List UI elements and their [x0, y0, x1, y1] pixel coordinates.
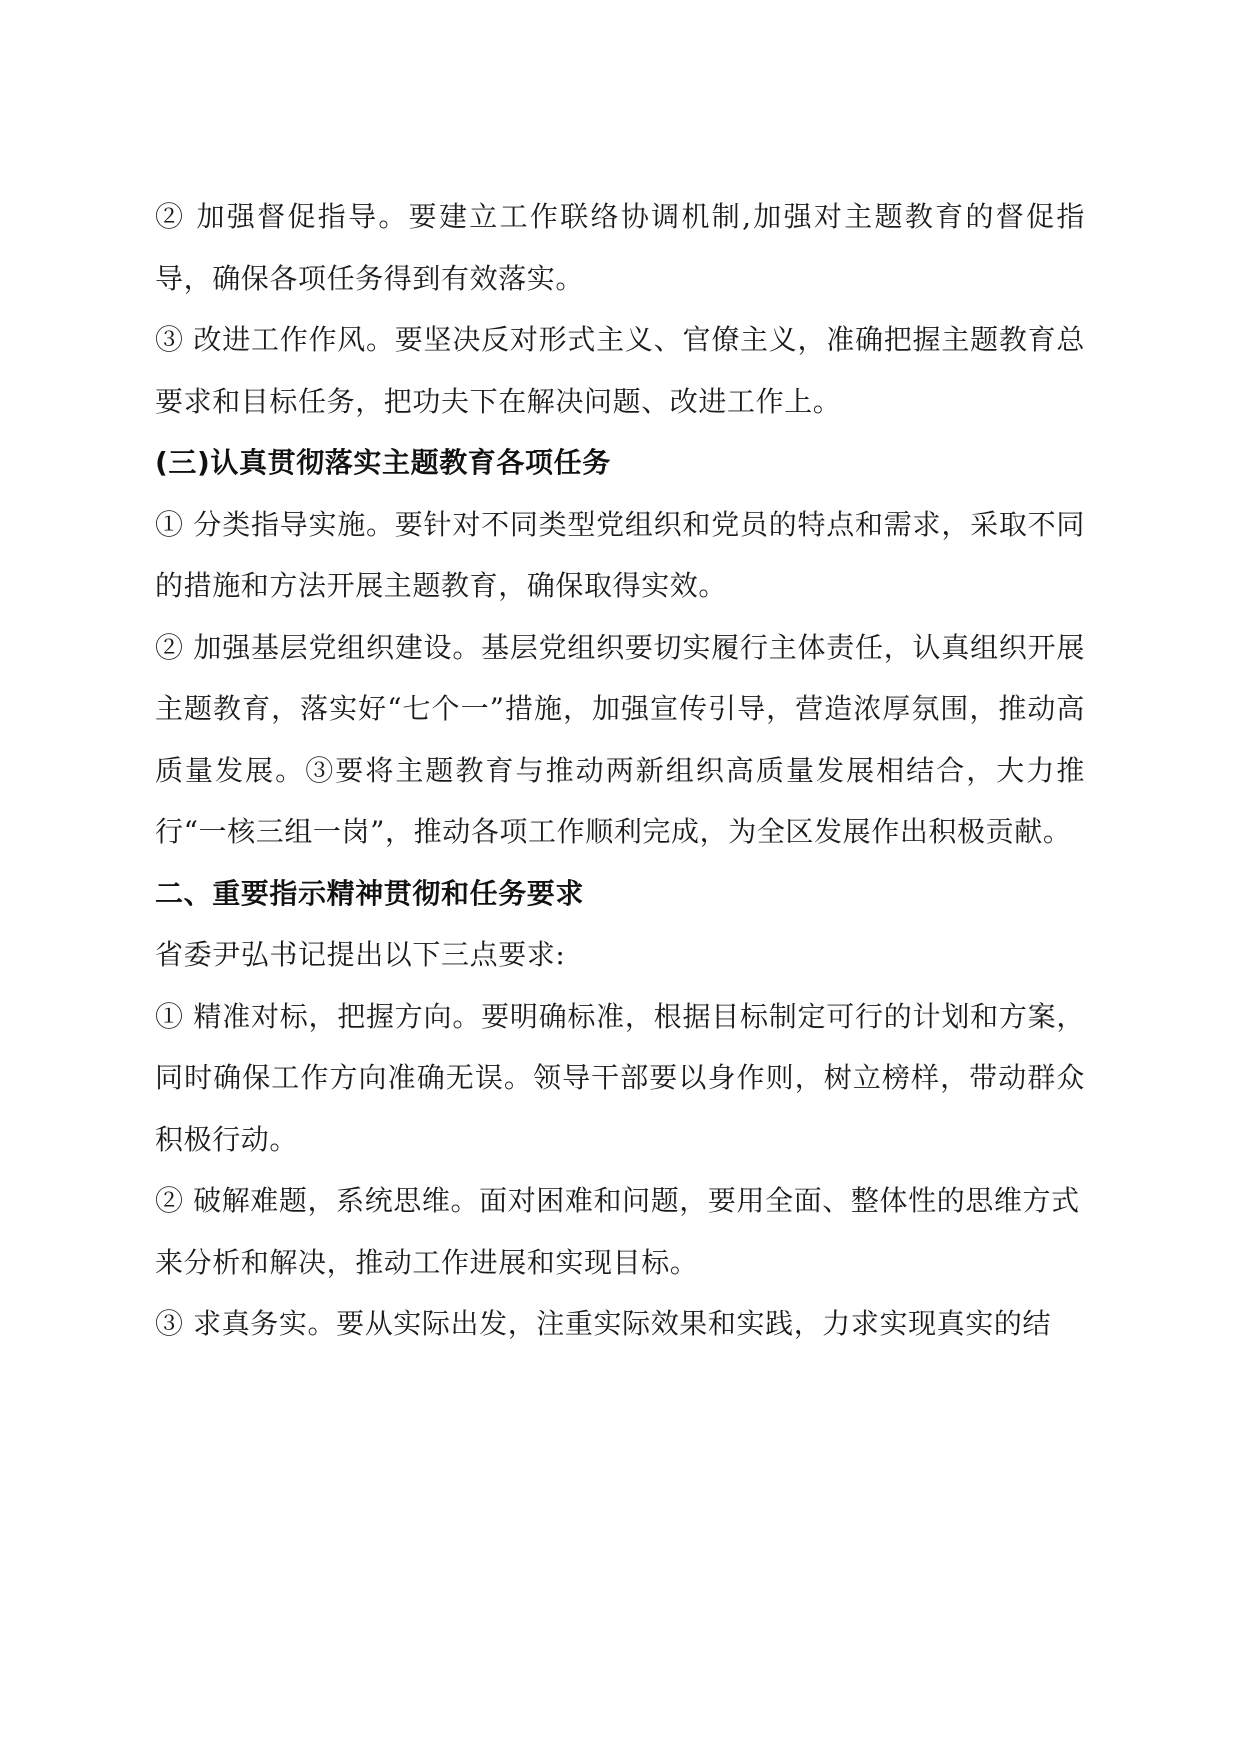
document-body: [155, 186, 1085, 1355]
heading-section-three: (三)认真贯彻落实主题教育各项任务: [155, 446, 611, 479]
para-classified-guidance: ① 分类指导实施。要针对不同类型党组织和党员的特点和需求，采取不同的措施和方法开展主题教育，确保取得实效。: [155, 507, 1085, 602]
para-improve-work-style: ③ 改进工作作风。要坚决反对形式主义、官僚主义，准确把握主题教育总要求和目标任务，把功夫下在解决问题、改进工作上。: [155, 323, 1085, 418]
para-intro-requirements: 省委尹弘书记提出以下三点要求:: [155, 938, 566, 971]
para-precise-benchmark: ① 精准对标，把握方向。要明确标准，根据目标制定可行的计划和方案，同时确保工作方向准确无误。领导干部要以身作则，树立榜样，带动群众积极行动。: [155, 999, 1085, 1156]
para-analyze-solve: 来分析和解决，推动工作进展和实现目标。: [155, 1245, 699, 1279]
para-grassroots-building: ② 加强基层党组织建设。基层党组织要切实履行主体责任，认真组织开展主题教育，落实好“七个一”措施，加强宣传引导，营造浓厚氛围，推动高质量发展。③要将主题教育与推动两新组织高质量发展相结合，大力推行“一核三组一岗”，推动各项工作顺利完成，为全区发展作出积极贡献。: [155, 630, 1085, 848]
para-strengthen-supervision: ② 加强督促指导。要建立工作联络协调机制,加强对主题教育的督促指导，确保各项任务得到有效落实。: [155, 200, 1085, 295]
para-solve-problems: ② 破解难题，系统思维。面对困难和问题，要用全面、整体性的思维方式: [155, 1184, 1080, 1217]
para-seek-truth: ③ 求真务实。要从实际出发，注重实际效果和实践，力求实现真实的结: [155, 1307, 1052, 1340]
heading-part-two: 二、重要指示精神贯彻和任务要求: [155, 876, 585, 910]
